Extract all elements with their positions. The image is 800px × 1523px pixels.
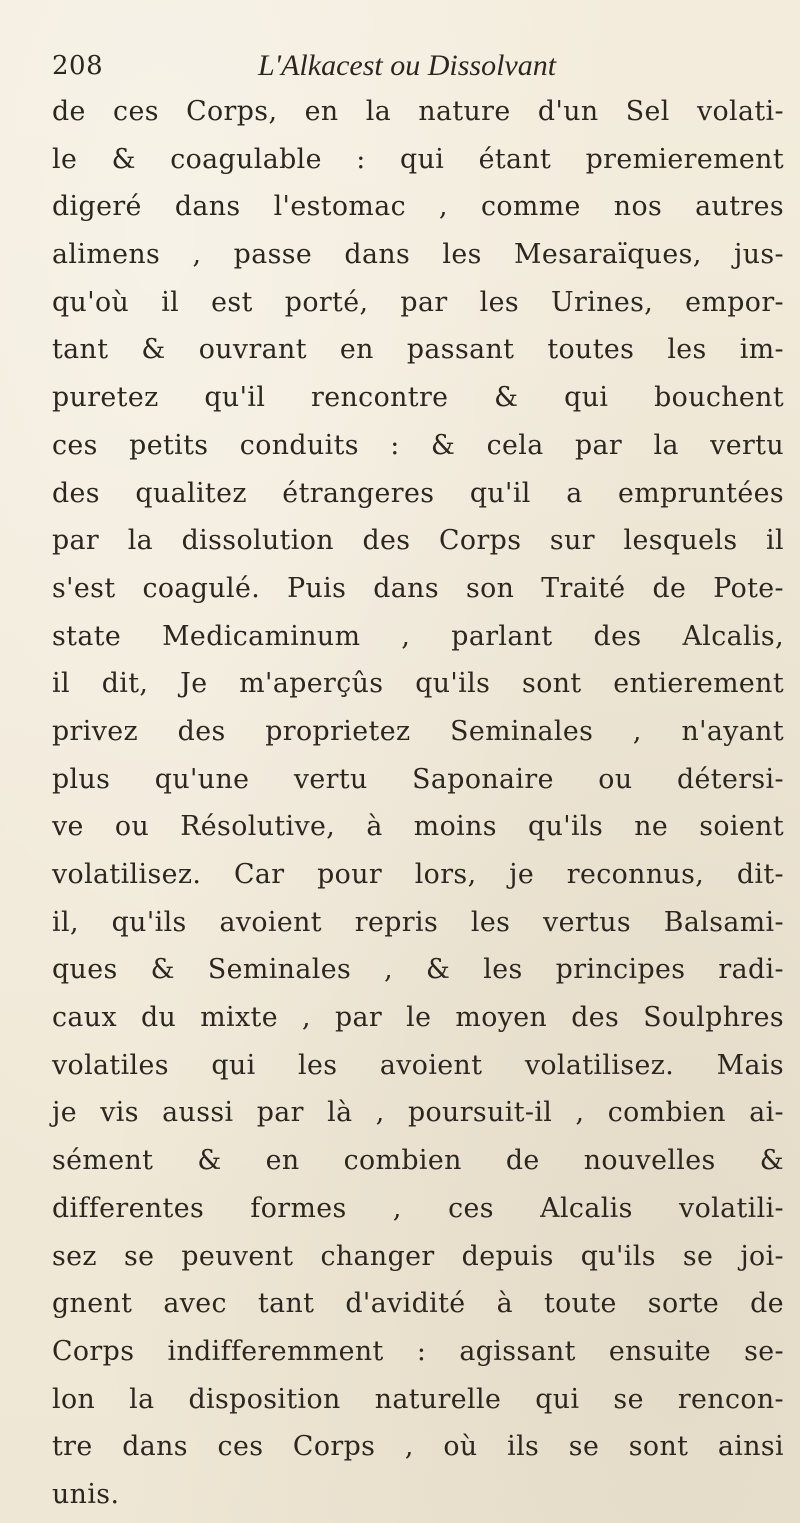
text-line: il, qu'ils avoient repris les vertus Balsami- xyxy=(52,906,784,938)
text-line: volatiles qui les avoient volatilisez. Mais xyxy=(52,1049,784,1081)
running-head: L'Alkacest ou Dissolvant xyxy=(258,49,557,82)
text-line: tre dans ces Corps , où ils se sont ainsi xyxy=(52,1431,784,1463)
text-line: caux du mixte , par le moyen des Soulphres xyxy=(52,1002,784,1034)
page-header xyxy=(52,44,764,88)
text-line: digeré dans l'estomac , comme nos autres xyxy=(52,191,784,223)
text-line: qu'où il est porté, par les Urines, empor- xyxy=(52,286,784,318)
body-text xyxy=(52,88,784,1519)
text-line: unis. xyxy=(52,1478,120,1510)
text-line: tant & ouvrant en passant toutes les im- xyxy=(52,334,784,366)
text-line: des qualitez étrangeres qu'il a empruntées xyxy=(52,477,784,509)
text-line: ces petits conduits : & cela par la vertu xyxy=(52,429,784,461)
text-line: volatilisez. Car pour lors, je reconnus, dit- xyxy=(52,859,784,890)
text-line: s'est coagulé. Puis dans son Traité de Pote- xyxy=(52,572,784,604)
text-line: le & coagulable : qui étant premierement xyxy=(52,143,784,175)
text-line: privez des proprietez Seminales , n'ayant xyxy=(52,715,784,747)
text-line: sez se peuvent changer depuis qu'ils se joi- xyxy=(52,1240,784,1272)
text-line: state Medicaminum , parlant des Alcalis, xyxy=(52,620,784,652)
text-line: plus qu'une vertu Saponaire ou détersi- xyxy=(52,763,784,795)
page-number: 208 xyxy=(52,51,104,81)
text-line: ques & Seminales , & les principes radi- xyxy=(52,954,784,986)
text-line: je vis aussi par là , poursuit-il , combien ai- xyxy=(52,1097,784,1129)
text-line: differentes formes , ces Alcalis volatili- xyxy=(52,1192,784,1224)
text-line: il dit, Je m'aperçûs qu'ils sont entierement xyxy=(52,668,784,700)
text-line: puretez qu'il rencontre & qui bouchent xyxy=(52,382,784,414)
text-line: par la dissolution des Corps sur lesquels il xyxy=(52,525,784,557)
text-line: sément & en combien de nouvelles & xyxy=(52,1145,784,1177)
text-line: lon la disposition naturelle qui se rencon- xyxy=(52,1383,784,1415)
text-line: ve ou Résolutive, à moins qu'ils ne soient xyxy=(52,811,784,843)
text-line: gnent avec tant d'avidité à toute sorte de xyxy=(52,1288,784,1320)
text-line: alimens , passe dans les Mesaraïques, jus- xyxy=(52,239,784,271)
text-line: de ces Corps, en la nature d'un Sel volati- xyxy=(52,96,784,127)
text-line: Corps indifferemment : agissant ensuite se- xyxy=(52,1335,784,1367)
